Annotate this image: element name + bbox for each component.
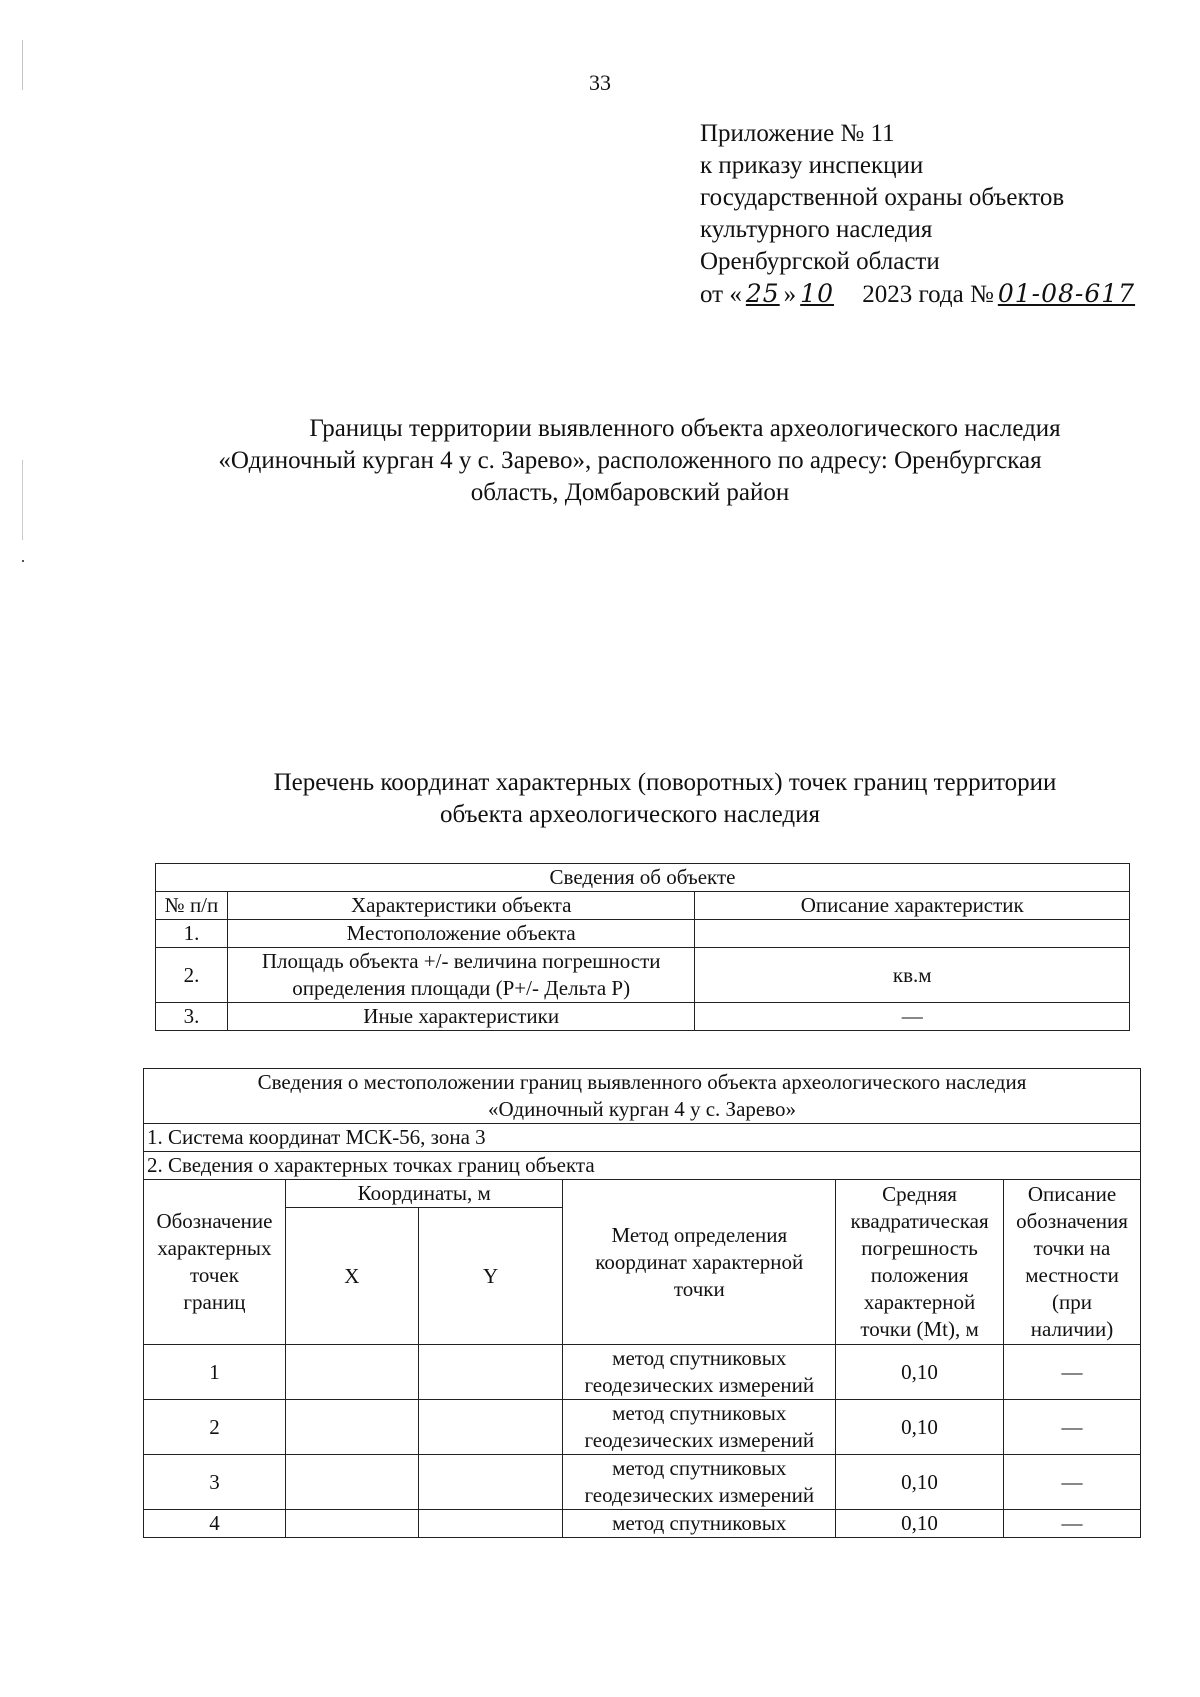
point-error: 0,10	[836, 1510, 1004, 1538]
point-method: метод спутниковых	[563, 1510, 836, 1538]
header-line: характерной	[863, 1290, 976, 1314]
header-line: обозначения	[1016, 1209, 1128, 1233]
header-description	[1004, 1180, 1141, 1345]
point-description: —	[1004, 1510, 1141, 1538]
header-line: Метод определения	[611, 1222, 788, 1247]
table-row	[156, 920, 1130, 948]
points-title: 2. Сведения о характерных точках границ объекта	[144, 1152, 1141, 1180]
points-title-row	[144, 1152, 1141, 1180]
page-number: 33	[589, 70, 611, 95]
point-description: —	[1004, 1455, 1141, 1510]
appendix-block	[700, 118, 1139, 311]
scan-artifact	[22, 460, 23, 540]
table-row	[144, 1510, 1141, 1538]
header-line: точки (Mt), м	[860, 1317, 979, 1341]
title-line: область, Домбаровский район	[470, 479, 790, 506]
header-line: погрешность	[861, 1236, 978, 1260]
point-description: —	[1004, 1345, 1141, 1400]
object-table-caption: Сведения об объекте	[156, 864, 1130, 892]
header-line: точки	[673, 1276, 725, 1301]
table-row	[144, 1345, 1141, 1400]
header-line: Средняя	[882, 1182, 957, 1206]
coordinate-system-row	[144, 1124, 1141, 1152]
header-cell: Описание характеристик	[695, 892, 1130, 920]
point-id: 1	[144, 1345, 286, 1400]
header-line: местности	[1025, 1263, 1119, 1287]
header-line: Описание	[1027, 1182, 1117, 1206]
caption-line: Сведения о местоположении границ выявленного объекта археологического наследия	[257, 1070, 1027, 1094]
caption-line: «Одиночный курган 4 у с. Зарево»	[488, 1097, 796, 1121]
coordinate-system: 1. Система координат МСК-56, зона 3	[144, 1124, 1141, 1152]
list-title-line: Перечень координат характерных (поворотных) точек границ территории	[273, 769, 1057, 796]
point-y	[418, 1510, 563, 1538]
title-line: «Одиночный курган 4 у с. Зарево», расположенного по адресу: Оренбургская	[218, 447, 1042, 474]
year-text: 2023 года №	[862, 281, 994, 308]
method-line: геодезических измерений	[584, 1428, 815, 1452]
location-table	[143, 1068, 1141, 1538]
header-method	[563, 1180, 836, 1345]
point-error: 0,10	[836, 1400, 1004, 1455]
title-line: Границы территории выявленного объекта археологического наследия	[309, 415, 1061, 442]
point-y	[418, 1455, 563, 1510]
location-table-caption	[144, 1069, 1141, 1124]
row-characteristic-line: Площадь объекта +/- величина погрешности	[261, 949, 661, 973]
row-description	[695, 920, 1130, 948]
point-id: 2	[144, 1400, 286, 1455]
header-line: точки на	[1033, 1236, 1111, 1260]
appendix-line: Приложение № 11	[700, 120, 895, 147]
table-row	[156, 1003, 1130, 1031]
point-method	[563, 1400, 836, 1455]
point-method	[563, 1455, 836, 1510]
point-error: 0,10	[836, 1455, 1004, 1510]
appendix-line: государственной охраны объектов	[700, 184, 1065, 211]
header-line: положения	[870, 1263, 969, 1287]
header-designation	[144, 1180, 286, 1345]
point-id: 3	[144, 1455, 286, 1510]
object-info-table	[155, 863, 1130, 1031]
table-row	[156, 948, 1130, 1003]
row-characteristic: Иные характеристики	[227, 1003, 695, 1031]
method-line: метод спутниковых	[612, 1456, 787, 1480]
handwritten-order-number: 01-08-617	[997, 279, 1136, 308]
handwritten-day: 25	[745, 279, 780, 308]
point-y	[418, 1345, 563, 1400]
header-line: границ	[183, 1290, 246, 1314]
header-cell: № п/п	[156, 892, 228, 920]
date-prefix: от «	[700, 281, 742, 308]
scan-artifact	[22, 560, 24, 562]
header-line: наличии)	[1030, 1317, 1114, 1341]
point-error: 0,10	[836, 1345, 1004, 1400]
header-y: Y	[418, 1208, 563, 1345]
header-line: (при	[1052, 1290, 1092, 1314]
header-line: точек	[189, 1263, 239, 1287]
appendix-date-line	[700, 278, 1139, 311]
point-x	[285, 1400, 418, 1455]
list-title	[140, 767, 1120, 831]
location-caption-row	[144, 1069, 1141, 1124]
table-row	[144, 1400, 1141, 1455]
header-line: координат характерной	[595, 1249, 804, 1274]
document-title	[140, 413, 1120, 509]
row-number: 2.	[156, 948, 228, 1003]
header-x: X	[285, 1208, 418, 1345]
row-number: 3.	[156, 1003, 228, 1031]
header-error	[836, 1180, 1004, 1345]
table-row	[144, 1455, 1141, 1510]
header-coordinates: Координаты, м	[285, 1180, 563, 1208]
point-x	[285, 1510, 418, 1538]
point-y	[418, 1400, 563, 1455]
row-characteristic-line: определения площади (Р+/- Дельта Р)	[292, 976, 631, 1000]
table-header-row	[156, 892, 1130, 920]
list-title-line: объекта археологического наследия	[440, 801, 820, 828]
point-description: —	[1004, 1400, 1141, 1455]
header-line: квадратическая	[850, 1209, 989, 1233]
method-line: метод спутниковых	[612, 1346, 787, 1370]
row-characteristic: Местоположение объекта	[227, 920, 695, 948]
handwritten-month: 10	[800, 279, 834, 308]
method-line: геодезических измерений	[584, 1483, 815, 1507]
method-line: метод спутниковых	[612, 1401, 787, 1425]
row-number: 1.	[156, 920, 228, 948]
appendix-line: культурного наследия	[700, 216, 933, 243]
row-description: —	[695, 1003, 1130, 1031]
date-sep: »	[783, 281, 797, 308]
header-line: характерных	[157, 1236, 272, 1260]
row-description: кв.м	[695, 948, 1130, 1003]
table-caption-row	[156, 864, 1130, 892]
point-x	[285, 1345, 418, 1400]
point-method	[563, 1345, 836, 1400]
appendix-line: к приказу инспекции	[700, 152, 924, 179]
appendix-line: Оренбургской области	[700, 248, 940, 275]
header-cell: Характеристики объекта	[227, 892, 695, 920]
table-header-row	[144, 1180, 1141, 1208]
point-id: 4	[144, 1510, 286, 1538]
method-line: геодезических измерений	[584, 1373, 815, 1397]
point-x	[285, 1455, 418, 1510]
row-characteristic	[227, 948, 695, 1003]
header-line: Обозначение	[156, 1209, 273, 1233]
